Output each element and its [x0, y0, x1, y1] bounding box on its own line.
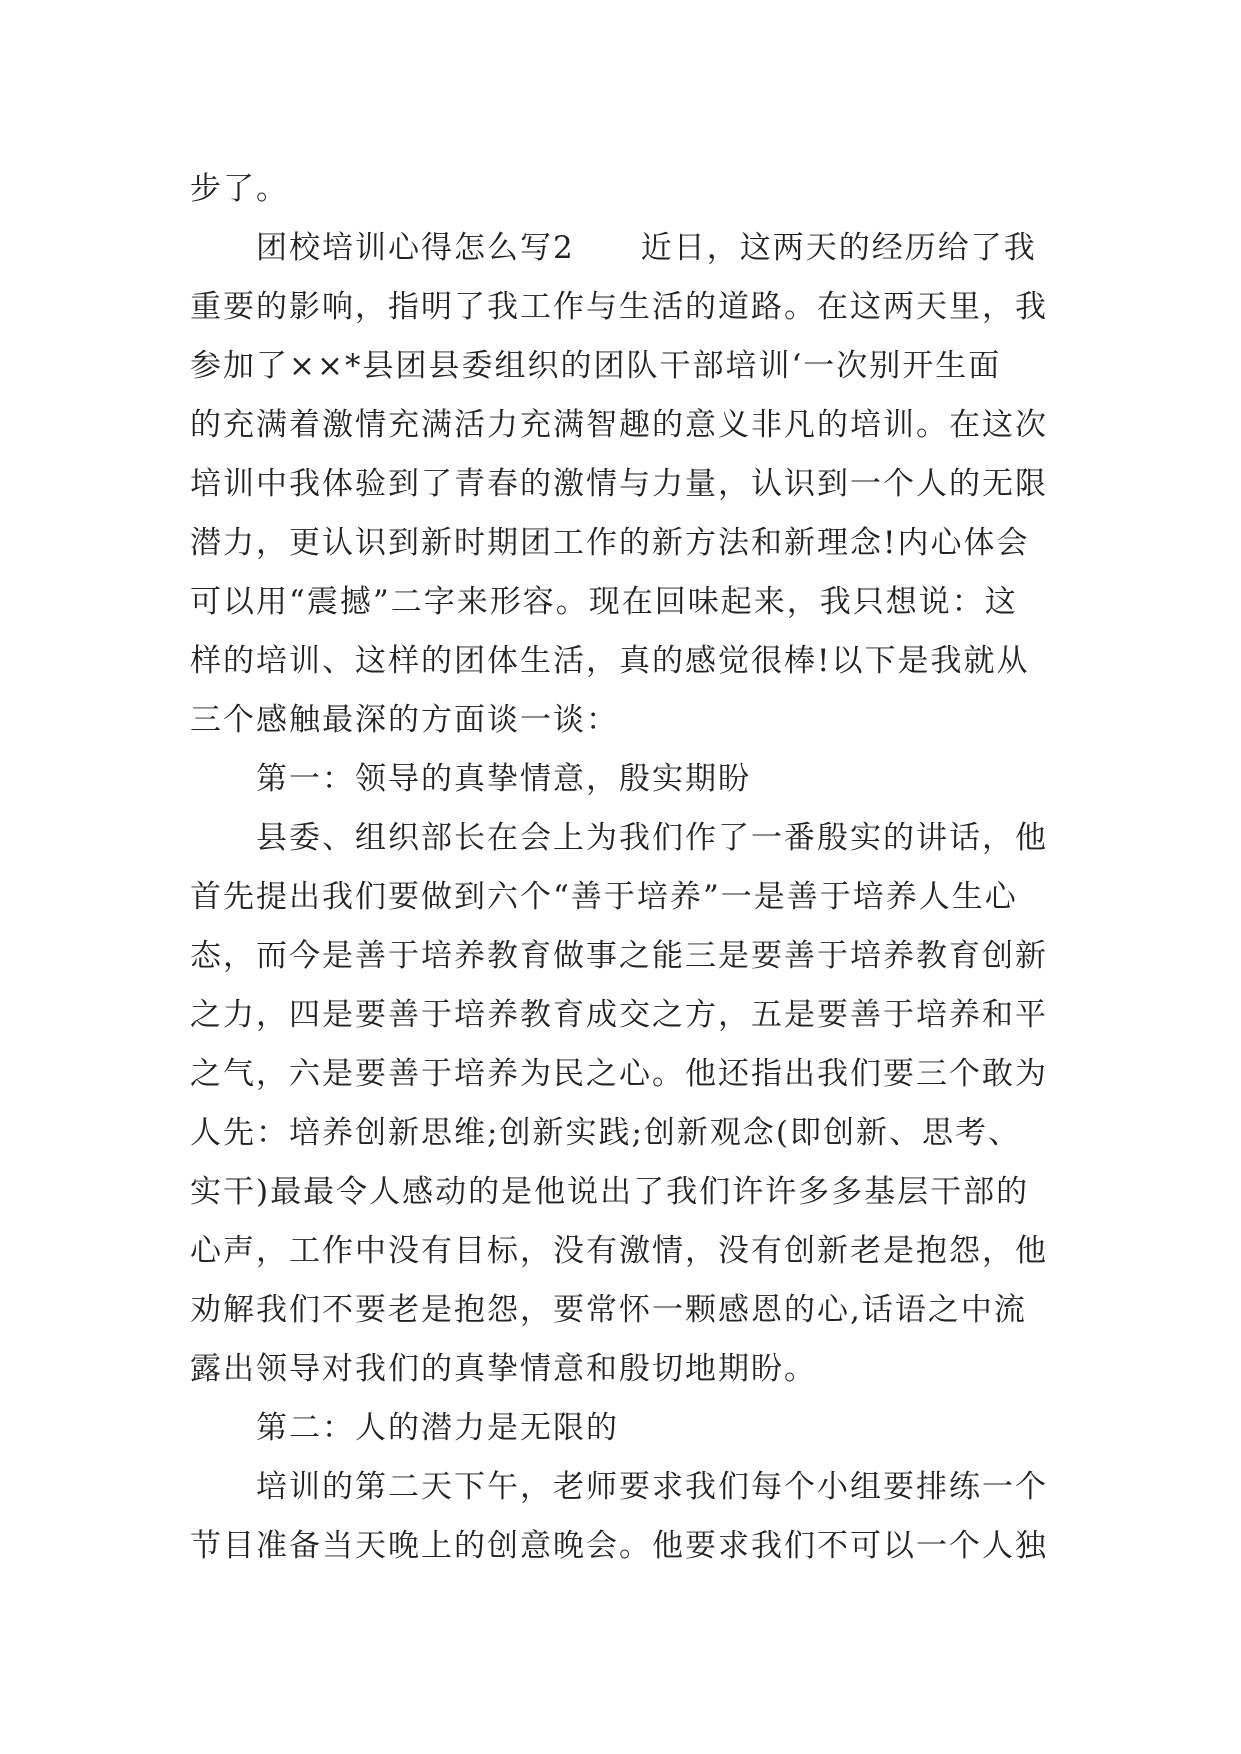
- text-line: 县委、组织部长在会上为我们作了一番殷实的讲话，他: [256, 820, 1048, 856]
- text-line: 三个感触最深的方面谈一谈：: [190, 702, 619, 738]
- text-line: 实干)最最令人感动的是他说出了我们许许多多基层干部的: [190, 1174, 1030, 1210]
- text-line: 节目准备当天晚上的创意晚会。他要求我们不可以一个人独: [190, 1528, 1048, 1564]
- text-line: 参加了××*县团县委组织的团队干部培训‘一次别开生面: [190, 348, 1002, 384]
- text-line: 劝解我们不要老是抱怨，要常怀一颗感恩的心,话语之中流: [190, 1292, 1027, 1328]
- subheading-line: 第一：领导的真挚情意，殷实期盼: [256, 761, 751, 797]
- section-heading-line: 团校培训心得怎么写2 近日，这两天的经历给了我: [256, 230, 1037, 266]
- text-line: 态，而今是善于培养教育做事之能三是要善于培养教育创新: [190, 938, 1048, 974]
- text-line: 培训的第二天下午，老师要求我们每个小组要排练一个: [256, 1469, 1048, 1505]
- text-line: 重要的影响，指明了我工作与生活的道路。在这两天里，我: [190, 289, 1048, 325]
- text-line: 之气，六是要善于培养为民之心。他还指出我们要三个敢为: [190, 1056, 1048, 1092]
- text-line: 露出领导对我们的真挚情意和殷切地期盼。: [190, 1351, 817, 1387]
- text-line: 样的培训、这样的团体生活，真的感觉很棒!以下是我就从: [190, 643, 1030, 679]
- text-line: 潜力，更认识到新时期团工作的新方法和新理念!内心体会: [190, 525, 1030, 561]
- text-line: 可以用“震撼”二字来形容。现在回味起来，我只想说：这: [190, 584, 1018, 620]
- text-line: 首先提出我们要做到六个“善于培养”一是善于培养人生心: [190, 879, 1018, 915]
- text-line: 之力，四是要善于培养教育成交之方，五是要善于培养和平: [190, 997, 1048, 1033]
- subheading-line: 第二：人的潜力是无限的: [256, 1410, 619, 1446]
- body-text: [190, 160, 1070, 1576]
- text-line: 的充满着激情充满活力充满智趣的意义非凡的培训。在这次: [190, 407, 1048, 443]
- text-line: 培训中我体验到了青春的激情与力量，认识到一个人的无限: [190, 466, 1048, 502]
- text-line: 心声，工作中没有目标，没有激情，没有创新老是抱怨，他: [190, 1233, 1048, 1269]
- text-line: 步了。: [190, 171, 289, 207]
- text-line: 人先：培养创新思维;创新实践;创新观念(即创新、思考、: [190, 1115, 1021, 1151]
